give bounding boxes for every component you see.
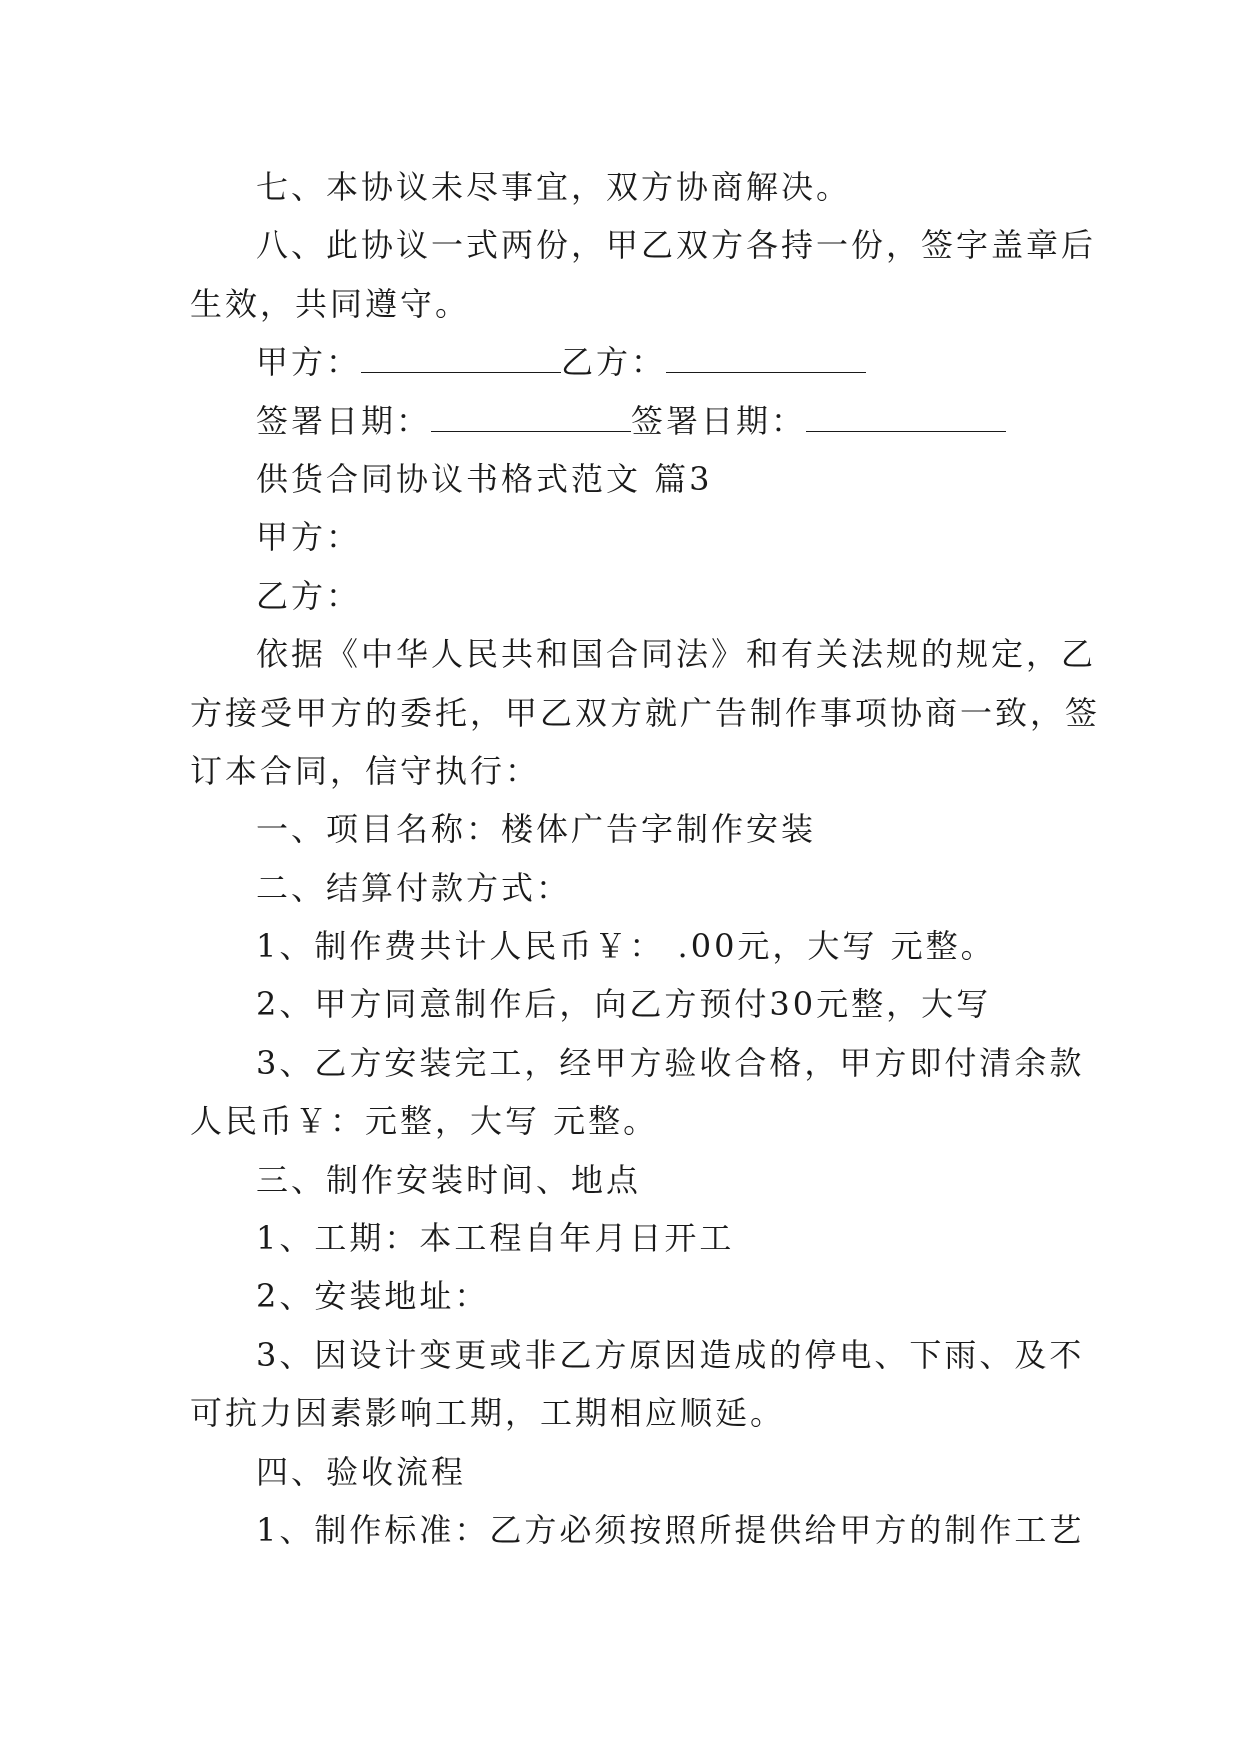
signature-parties-row <box>190 333 1065 391</box>
signature-party-a-blank <box>361 346 561 373</box>
clause-schedule-3-line-1: 3、因设计变更或非乙方原因造成的停电、下雨、及不 <box>256 1335 1085 1374</box>
document-body <box>190 158 1101 1559</box>
party-b-label: 乙方： <box>256 576 362 615</box>
clause-payment-1: 1、制作费共计人民币￥： .00元，大写 元整。 <box>256 927 996 966</box>
clause-8-line-1: 八、此协议一式两份，甲乙双方各持一份，签字盖章后 <box>256 226 1097 265</box>
clause-payment-3-line-2: 人民币￥：元整，大写 元整。 <box>190 1102 659 1141</box>
clause-acceptance-1: 1、制作标准：乙方必须按照所提供给甲方的制作工艺 <box>256 1510 1085 1549</box>
clause-payment-3-line-1: 3、乙方安装完工，经甲方验收合格，甲方即付清余款 <box>256 1043 1085 1082</box>
signature-party-a-label: 甲方： <box>256 343 362 382</box>
signature-date-b-label: 签署日期： <box>631 401 807 440</box>
signature-date-b-blank <box>806 405 1006 432</box>
signature-party-b-label: 乙方： <box>561 343 667 382</box>
intro-line-1: 依据《中华人民共和国合同法》和有关法规的规定，乙 <box>256 635 1097 674</box>
signature-dates-row <box>190 392 1065 450</box>
clause-schedule-2: 2、安装地址： <box>256 1277 490 1316</box>
clause-acceptance: 四、验收流程 <box>256 1452 467 1491</box>
clause-7: 七、本协议未尽事宜，双方协商解决。 <box>256 168 852 206</box>
party-a-label: 甲方： <box>256 518 362 557</box>
clause-schedule-1: 1、工期：本工程自年月日开工 <box>256 1219 735 1258</box>
clause-payment: 二、结算付款方式： <box>256 868 572 907</box>
clause-8-line-2: 生效，共同遵守。 <box>190 284 471 323</box>
signature-party-b-blank <box>666 346 866 373</box>
clause-payment-2: 2、甲方同意制作后，向乙方预付30元整，大写 <box>256 985 992 1024</box>
signature-date-a-label: 签署日期： <box>256 401 432 440</box>
section-title: 供货合同协议书格式范文 篇3 <box>256 459 713 498</box>
clause-schedule-3-line-2: 可抗力因素影响工期，工期相应顺延。 <box>190 1394 786 1433</box>
clause-schedule: 三、制作安装时间、地点 <box>256 1160 642 1199</box>
intro-line-2: 方接受甲方的委托，甲乙双方就广告制作事项协商一致，签 <box>190 693 1101 732</box>
clause-project-name: 一、项目名称：楼体广告字制作安装 <box>256 810 817 849</box>
intro-line-3: 订本合同，信守执行： <box>190 751 541 790</box>
signature-date-a-blank <box>431 405 631 432</box>
